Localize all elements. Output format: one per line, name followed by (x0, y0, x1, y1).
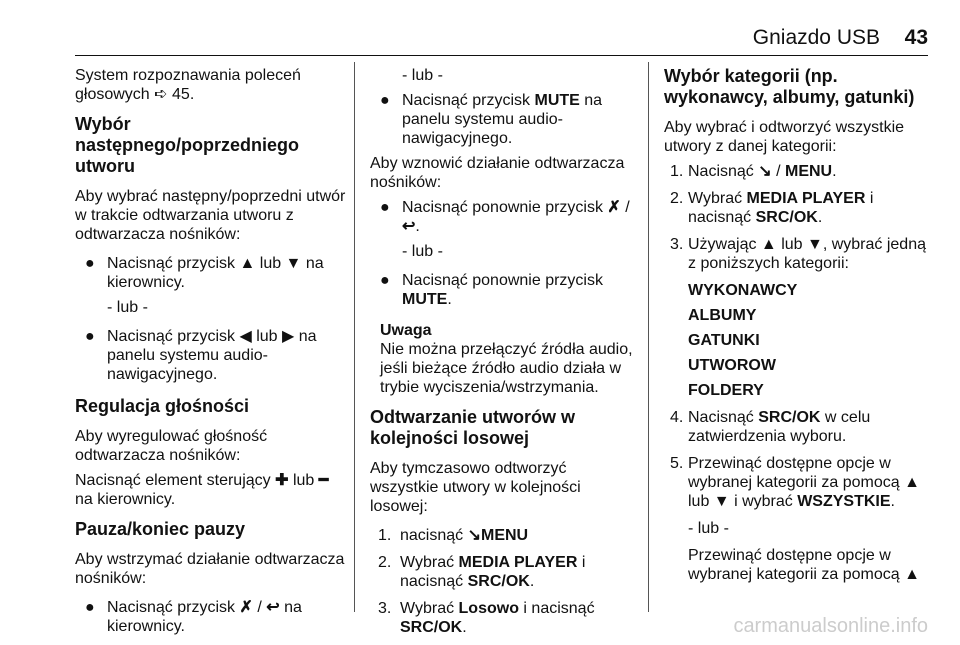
bullet-icon: ● (380, 272, 390, 289)
step-item: 5. Przewinąć dostępne opcje w wybranej kategorii za pomocą ▲ lub ▼ i wybrać WSZYSTKIE. (670, 455, 920, 510)
bullet-icon: ● (380, 199, 390, 216)
step-item: 3. Używając ▲ lub ▼, wybrać jedną z poniższych kategorii: (670, 236, 926, 272)
bullet-item: ● Nacisnąć przycisk ◀ lub ▶ na panelu systemu audio-nawigacyjnego. (85, 328, 317, 383)
bullet-icon: ● (85, 328, 95, 345)
category-item: FOLDERY (688, 382, 764, 399)
bullet-item: ● Nacisnąć ponownie przycisk MUTE. (380, 272, 603, 308)
column-3 (664, 66, 934, 592)
paragraph: Nacisnąć element sterujący ✚ lub ━ na kierownicy. (75, 472, 329, 508)
bullet-item: ● Nacisnąć przycisk MUTE na panelu systemu audio-nawigacyjnego. (380, 92, 603, 147)
column-divider (354, 62, 355, 612)
bullet-item: ● Nacisnąć ponownie przycisk ✗ / ↩. (380, 199, 630, 235)
watermark: carmanualsonline.info (733, 615, 928, 637)
plus-icon: ✚ (275, 472, 289, 489)
bullet-item: ● Nacisnąć przycisk ✗ / ↩ na kierownicy. (85, 599, 302, 635)
step-item: 2. Wybrać MEDIA PLAYER i nacisnąć SRC/OK. (670, 190, 874, 226)
column-2 (370, 66, 638, 645)
paragraph: Aby wybrać i odtworzyć wszystkie utwory z danej kategorii: (664, 119, 905, 155)
paragraph: Aby wybrać następny/poprzedni utwór w trakcie odtwarzania utworu z odtwarzacza nośników: (75, 188, 346, 243)
category-item: ALBUMY (688, 307, 757, 324)
bullet-item: ● Nacisnąć przycisk ▲ lub ▼ na kierownicy. (85, 255, 324, 291)
column-1 (75, 66, 347, 642)
step-item: 4. Nacisnąć SRC/OK w celu zatwierdzenia wyboru. (670, 409, 871, 445)
step-item: 1. nacisnąć ↘MENU (378, 527, 529, 544)
step-item: 2. Wybrać MEDIA PLAYER i nacisnąć SRC/OK. (378, 554, 586, 590)
section-heading-category: Wybór kategorii (np. wykonawcy, albumy, gatunki) (664, 66, 915, 107)
mute-icon: ✗ (607, 199, 621, 216)
header-rule (75, 55, 928, 56)
paragraph: Aby wstrzymać działanie odtwarzacza nośników: (75, 551, 345, 587)
note-text: Nie można przełączyć źródła audio, jeśli bieżące źródło audio działa w trybie wyciszenia/wstrzymania. (380, 341, 633, 396)
back-icon: ↩ (402, 218, 416, 235)
category-item: WYKONAWCY (688, 282, 798, 299)
intro-paragraph: System rozpoznawania poleceń głosowych ➪ 45. (75, 67, 301, 103)
minus-icon: ━ (318, 472, 329, 489)
or-separator: - lub - (402, 243, 443, 260)
menu-arrow-icon: ↘ (467, 527, 481, 544)
paragraph: Przewinąć dostępne opcje w wybranej kategorii za pomocą ▲ (688, 547, 920, 583)
bullet-icon: ● (85, 255, 95, 272)
paragraph: Aby wyregulować głośność odtwarzacza nośników: (75, 428, 268, 464)
column-divider (648, 62, 649, 612)
page-title: Gniazdo USB (752, 26, 880, 49)
section-heading-shuffle: Odtwarzanie utworów w kolejności losowej (370, 407, 576, 448)
back-icon: ↩ (266, 599, 280, 616)
section-heading-next-prev: Wybór następnego/poprzedniego utworu (75, 114, 300, 176)
note-box (380, 321, 638, 397)
category-item: GATUNKI (688, 332, 760, 349)
paragraph: Aby tymczasowo odtworzyć wszystkie utwory w kolejności losowej: (370, 460, 581, 515)
section-heading-pause: Pauza/koniec pauzy (75, 519, 246, 539)
or-separator: - lub - (402, 67, 443, 84)
paragraph: Aby wznowić działanie odtwarzacza nośników: (370, 155, 625, 191)
bullet-icon: ● (85, 599, 95, 616)
page-reference[interactable]: 45. (172, 86, 195, 103)
menu-arrow-icon: ↘ (758, 163, 772, 180)
step-item: 3. Wybrać Losowo i nacisnąć SRC/OK. (378, 600, 595, 636)
step-item: 1. Nacisnąć ↘ / MENU. (670, 163, 837, 180)
mute-icon: ✗ (239, 599, 253, 616)
or-separator: - lub - (688, 520, 729, 537)
page-number: 43 (904, 26, 928, 49)
arrow-ref-icon: ➪ (154, 86, 168, 103)
or-separator: - lub - (107, 299, 148, 316)
category-item: UTWOROW (688, 357, 776, 374)
note-label: Uwaga (380, 322, 432, 339)
bullet-icon: ● (380, 92, 390, 109)
page-header (0, 22, 960, 52)
section-heading-volume: Regulacja głośności (75, 396, 250, 416)
